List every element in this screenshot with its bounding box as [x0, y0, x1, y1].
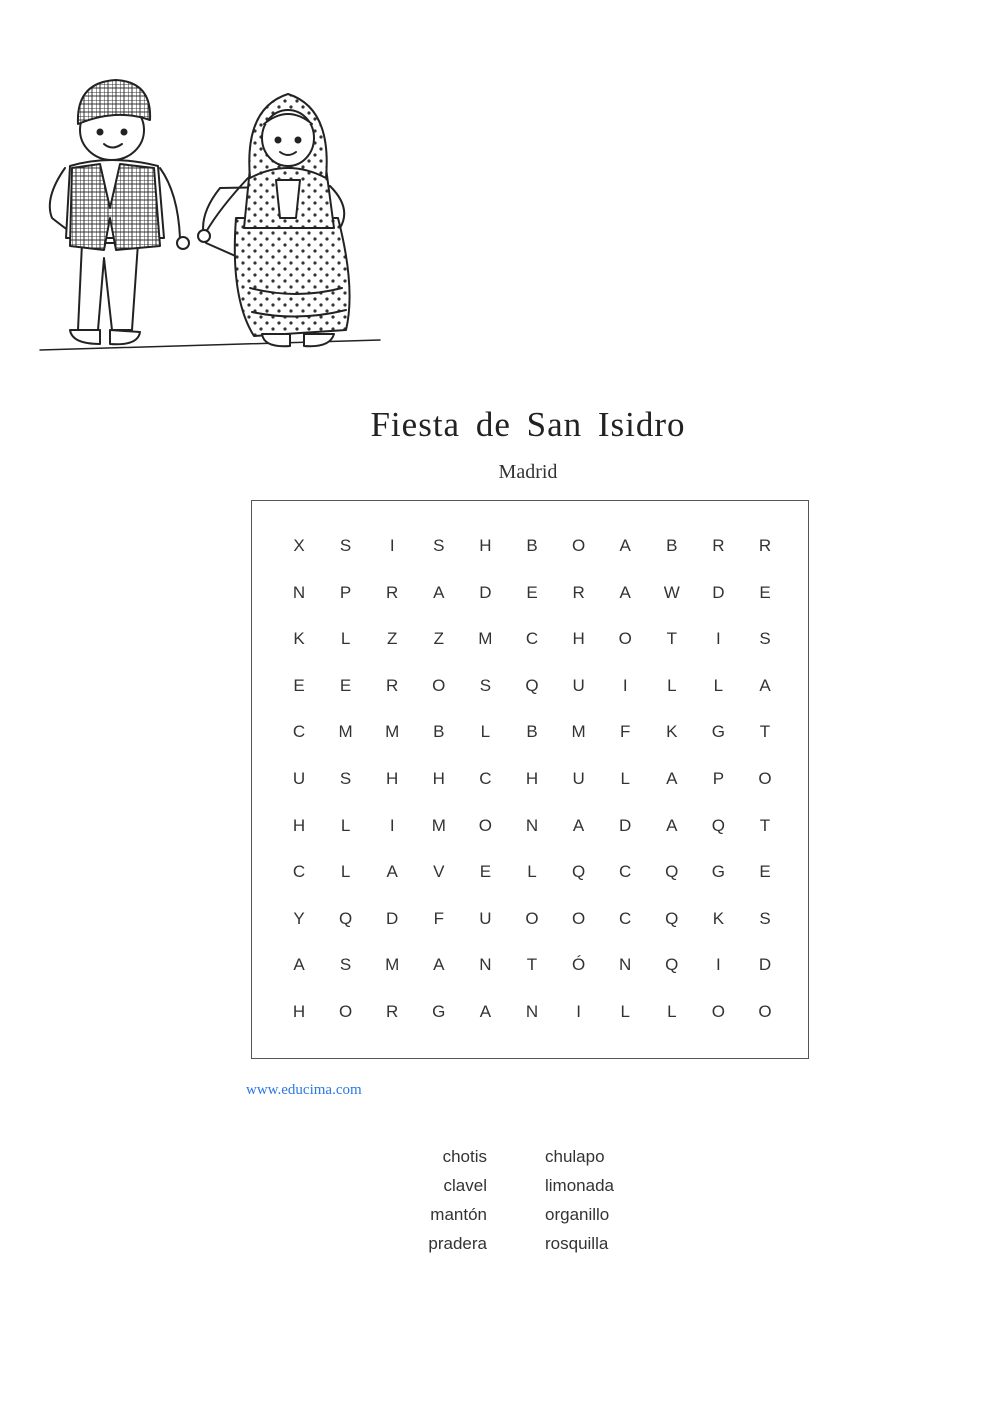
grid-cell[interactable]: H	[386, 769, 399, 788]
grid-cell[interactable]: B	[666, 536, 678, 555]
grid-cell[interactable]: K	[712, 908, 725, 928]
grid-cell[interactable]: U	[572, 769, 585, 788]
grid-cell[interactable]: A	[759, 675, 771, 695]
grid-cell[interactable]: L	[340, 629, 351, 649]
grid-cell[interactable]: Q	[338, 908, 353, 928]
grid-cell[interactable]: I	[622, 675, 628, 695]
grid-cell[interactable]: M	[571, 722, 586, 742]
page-subtitle: Madrid	[498, 461, 558, 483]
grid-cell[interactable]: U	[292, 769, 306, 788]
grid-cell[interactable]: Y	[293, 908, 305, 928]
grid-cell[interactable]: C	[292, 722, 306, 742]
grid-cell[interactable]: L	[527, 862, 537, 882]
grid-cell[interactable]: C	[619, 908, 632, 928]
grid-cell[interactable]: L	[340, 862, 351, 882]
grid-cell[interactable]: Z	[433, 629, 444, 649]
grid-cell[interactable]: A	[572, 815, 585, 835]
word-list-item: chotis	[442, 1147, 487, 1166]
grid-cell[interactable]: Q	[665, 955, 679, 975]
grid-cell[interactable]: Q	[665, 862, 679, 882]
grid-cell[interactable]: S	[759, 908, 771, 928]
chulapos-illustration	[0, 68, 402, 368]
grid-cell[interactable]: E	[759, 862, 771, 882]
grid-cell[interactable]: B	[526, 722, 538, 742]
grid-cell[interactable]: G	[711, 862, 725, 882]
grid-cell[interactable]: S	[339, 955, 352, 975]
grid-cell[interactable]: O	[432, 675, 446, 695]
grid-cell[interactable]: E	[479, 862, 492, 882]
grid-cell[interactable]: E	[339, 675, 352, 695]
grid-cell[interactable]: O	[571, 536, 586, 555]
grid-cell[interactable]: H	[292, 815, 306, 835]
grid-cell[interactable]: C	[292, 862, 306, 882]
grid-cell[interactable]: Q	[525, 675, 539, 695]
grid-cell[interactable]: G	[432, 1002, 446, 1021]
word-list-item: limonada	[545, 1176, 614, 1195]
grid-cell[interactable]: L	[340, 815, 351, 835]
grid-cell[interactable]: M	[338, 722, 353, 742]
grid-cell[interactable]: Q	[665, 908, 679, 928]
grid-cell[interactable]: R	[758, 536, 772, 555]
grid-cell[interactable]: A	[479, 1002, 492, 1021]
word-list-item: pradera	[428, 1234, 487, 1253]
grid-cell[interactable]: C	[479, 769, 492, 788]
grid-cell[interactable]: I	[576, 1002, 581, 1021]
grid-cell[interactable]: S	[433, 536, 445, 555]
grid-cell[interactable]: M	[431, 815, 446, 835]
word-list-item: rosquilla	[545, 1234, 609, 1253]
grid-cell[interactable]: R	[386, 582, 399, 602]
grid-cell[interactable]: V	[433, 862, 445, 882]
grid-cell[interactable]: U	[572, 675, 585, 695]
grid-cell[interactable]: H	[525, 769, 539, 788]
grid-cell[interactable]: X	[293, 536, 305, 555]
grid-cell[interactable]: F	[433, 908, 444, 928]
grid-cell[interactable]: T	[759, 722, 771, 742]
grid-cell[interactable]: D	[619, 815, 632, 835]
grid-cell[interactable]: K	[293, 629, 305, 649]
grid-cell[interactable]: I	[389, 815, 395, 835]
grid-cell[interactable]: D	[479, 582, 492, 602]
grid-cell[interactable]: H	[292, 1002, 306, 1021]
grid-cell[interactable]: T	[759, 815, 771, 835]
grid-cell[interactable]: Ó	[571, 955, 586, 975]
grid-cell[interactable]: G	[711, 722, 725, 742]
grid-cell[interactable]: M	[385, 722, 400, 742]
grid-cell[interactable]: T	[666, 629, 677, 649]
grid-cell[interactable]: F	[619, 722, 631, 742]
grid-cell[interactable]: U	[479, 908, 492, 928]
grid-cell[interactable]: E	[526, 582, 538, 602]
grid-cell[interactable]: K	[666, 722, 678, 742]
grid-cell[interactable]: R	[386, 1002, 399, 1021]
grid-cell[interactable]: O	[758, 1002, 772, 1021]
grid-cell[interactable]: R	[572, 582, 585, 602]
grid-cell[interactable]: M	[478, 629, 493, 649]
grid-cell[interactable]: O	[711, 1002, 725, 1021]
grid-cell[interactable]: D	[712, 582, 725, 602]
grid-cell[interactable]: S	[339, 536, 352, 555]
grid-cell[interactable]: Q	[711, 815, 725, 835]
grid-cell[interactable]: A	[666, 815, 678, 835]
grid-cell[interactable]: L	[620, 1002, 630, 1021]
word-search-grid[interactable]	[251, 500, 809, 1059]
grid-cell[interactable]: S	[339, 769, 352, 788]
grid-cell[interactable]: D	[386, 908, 399, 928]
grid-cell[interactable]: H	[572, 629, 585, 649]
grid-cell[interactable]: Z	[386, 629, 398, 649]
grid-cell[interactable]: A	[433, 582, 445, 602]
grid-cell[interactable]: O	[338, 1002, 353, 1021]
word-list-item: clavel	[443, 1176, 487, 1195]
grid-cell[interactable]: B	[526, 536, 538, 555]
grid-cell[interactable]: H	[479, 536, 492, 555]
grid-cell[interactable]: L	[620, 769, 630, 788]
grid-cell[interactable]: L	[667, 1002, 677, 1021]
word-list-item: organillo	[545, 1205, 610, 1224]
grid-cell[interactable]: N	[479, 955, 492, 975]
grid-cell[interactable]: L	[713, 675, 724, 695]
grid-cell[interactable]: S	[759, 629, 771, 649]
grid-cell[interactable]: L	[480, 722, 491, 742]
grid-cell[interactable]: R	[386, 675, 399, 695]
grid-cell[interactable]: E	[293, 675, 305, 695]
grid-cell[interactable]: A	[619, 582, 631, 602]
page-title: Fiesta de San Isidro	[370, 405, 686, 444]
grid-cell[interactable]: T	[526, 955, 538, 975]
grid-cell[interactable]: I	[716, 629, 721, 649]
grid-cell[interactable]: A	[619, 536, 631, 555]
grid-cell[interactable]: O	[478, 815, 492, 835]
grid-cell[interactable]: C	[525, 629, 539, 649]
grid-cell[interactable]: E	[759, 582, 771, 602]
grid-cell[interactable]: A	[293, 955, 305, 975]
grid-cell[interactable]: S	[479, 675, 492, 695]
grid-cell[interactable]: A	[666, 769, 678, 788]
grid-cell[interactable]: N	[292, 582, 306, 602]
grid-cell[interactable]: O	[571, 908, 586, 928]
grid-cell[interactable]: O	[758, 769, 772, 788]
grid-cell[interactable]: P	[339, 582, 352, 602]
grid-cell[interactable]: A	[386, 862, 398, 882]
grid-cell[interactable]: N	[619, 955, 632, 975]
grid-cell[interactable]: B	[433, 722, 445, 742]
grid-cell[interactable]: N	[525, 815, 539, 835]
grid-cell[interactable]: I	[389, 536, 395, 555]
grid-cell[interactable]: Q	[571, 862, 586, 882]
grid-cell[interactable]: M	[385, 955, 400, 975]
word-list-item: chulapo	[545, 1147, 605, 1166]
grid-cell[interactable]: D	[758, 955, 772, 975]
grid-cell[interactable]: R	[712, 536, 725, 555]
grid-cell[interactable]: A	[433, 955, 445, 975]
grid-cell[interactable]: N	[525, 1002, 539, 1021]
grid-cell[interactable]: W	[663, 582, 680, 602]
grid-cell[interactable]: O	[618, 629, 632, 649]
grid-cell[interactable]: C	[619, 862, 632, 882]
grid-cell[interactable]: P	[712, 769, 725, 788]
grid-cell[interactable]: I	[716, 955, 721, 975]
educima-link[interactable]: www.educima.com	[246, 1082, 362, 1098]
grid-cell[interactable]: O	[525, 908, 539, 928]
grid-cell[interactable]: H	[432, 769, 445, 788]
grid-cell[interactable]: L	[667, 675, 677, 695]
word-list-item: mantón	[430, 1205, 487, 1224]
